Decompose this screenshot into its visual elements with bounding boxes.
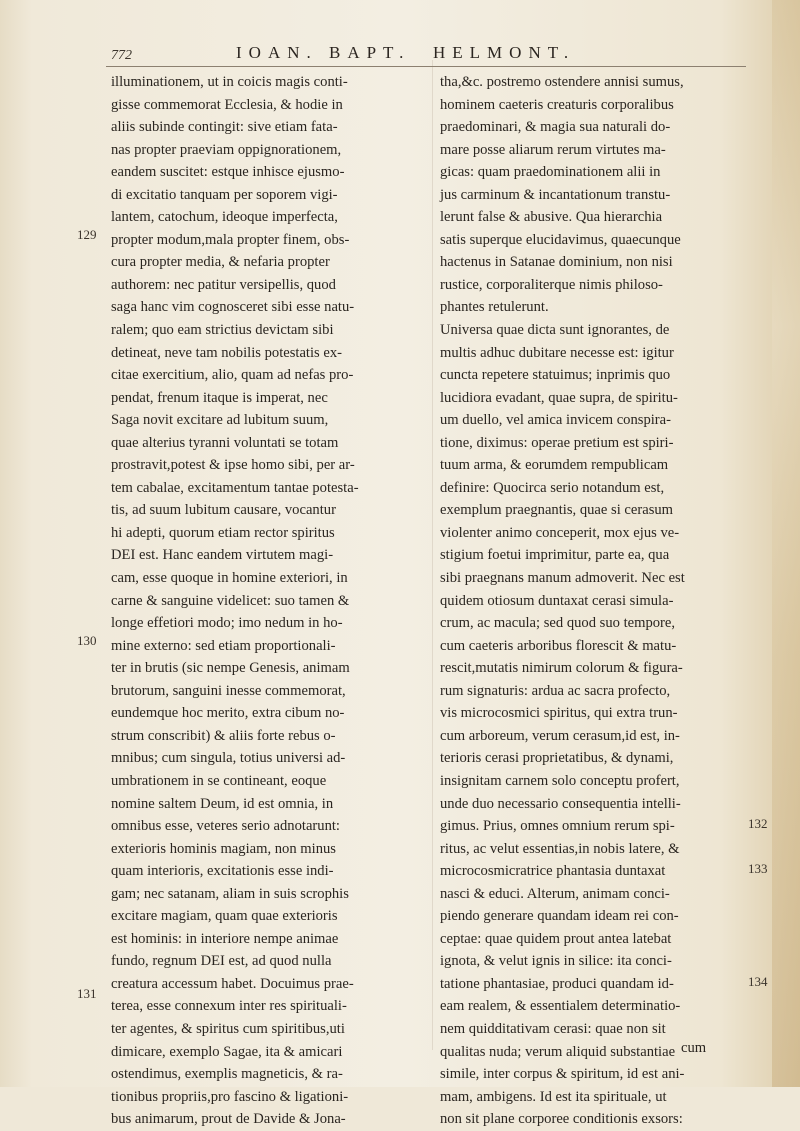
text-line: jus carminum & incantationum transtu- [440, 186, 671, 203]
text-line: quidem otiosum duntaxat cerasi simula- [440, 592, 674, 609]
text-line: tuum arma, & eorumdem rempublicam [440, 457, 669, 474]
text-line: fundo, regnum DEI est, ad quod nulla [111, 953, 332, 970]
text-line: gimus. Prius, omnes omnium rerum spi- [440, 818, 675, 835]
text-line: citae exercitium, alio, quam ad nefas pro- [111, 367, 354, 384]
text-line: cura propter media, & nefaria propter [111, 254, 330, 271]
text-line: detineat, neve tam nobilis potestatis ex- [111, 344, 343, 361]
text-line: tionibus propriis,pro fascino & ligationi- [111, 1088, 349, 1105]
margin-number-129: 129 [77, 227, 97, 242]
text-line: vis microcosmici spiritus, qui extra trun- [440, 705, 678, 722]
text-line: satis superque elucidavimus, quaecunque [440, 231, 681, 248]
text-line: ralem; quo eam strictius devictam sibi [111, 322, 334, 339]
text-line: gicas: quam praedominationem alii in [440, 164, 661, 181]
running-head-right: HELMONT. [433, 43, 576, 62]
text-line: mare posse aliarum rerum virtutes ma- [440, 141, 666, 158]
text-line: mam, ambigens. Id est ita spirituale, ut [440, 1088, 667, 1105]
text-line: ignota, & velut ignis in silice: ita conci- [440, 953, 672, 970]
text-line: eam realem, & essentialem determinatio- [440, 998, 681, 1015]
text-line: illuminationem, ut in coicis magis conti- [111, 74, 348, 90]
column-gutter [432, 60, 433, 1050]
text-line: dimicare, exemplo Sagae, ita & amicari [111, 1043, 343, 1060]
text-line: crum, ac macula; sed quod suo tempore, [440, 615, 676, 632]
text-line: nomine saltem Deum, id est omnia, in [111, 795, 334, 812]
text-line: insignitam carnem solo conceptu profert, [440, 772, 680, 789]
text-line: sibi praegnans manum admoverit. Nec est [440, 570, 685, 587]
margin-number-130: 130 [77, 633, 97, 648]
text-line: praedominari, & magia sua naturali do- [440, 119, 671, 136]
header-rule [106, 66, 746, 67]
text-line: pendat, frenum itaque is imperat, nec [111, 389, 328, 406]
text-line: phantes retulerunt. [440, 299, 549, 316]
text-line: mine externo: sed etiam proportionali- [111, 637, 336, 654]
page-edge-stain [772, 0, 800, 1087]
text-line: bus animarum, prout de Davide & Jona- [111, 1111, 346, 1128]
text-line: longe effetiori modo; imo nedum in ho- [111, 615, 343, 632]
page-number: 772 [111, 48, 132, 63]
text-line: definire: Quocirca serio notandum est, [440, 479, 665, 496]
text-line: creatura accessum habet. Docuimus prae- [111, 975, 354, 992]
text-line: terioris cerasi proprietatibus, & dynami, [440, 750, 674, 767]
text-line: nasci & educi. Alterum, animam conci- [440, 885, 670, 902]
text-line: quam interioris, excitationis esse indi- [111, 863, 334, 880]
text-line: exterioris hominis magiam, non minus [111, 840, 336, 857]
text-line: multis adhuc dubitare necesse est: igitur [440, 344, 674, 361]
text-line: ostendimus, exemplis magneticis, & ra- [111, 1066, 343, 1083]
text-line: cum caeteris arboribus florescit & matu- [440, 637, 677, 654]
text-line: rescit,mutatis nimirum colorum & figura- [440, 660, 683, 677]
text-line: ter in brutis (sic nempe Genesis, animam [111, 660, 350, 677]
text-line: terea, esse connexum inter res spirituali- [111, 998, 347, 1015]
text-line: exemplum praegnantis, quae si cerasum [440, 502, 674, 519]
text-line: um duello, vel amica invicem conspira- [440, 412, 671, 429]
text-line: microcosmicratrice phantasia duntaxat [440, 863, 666, 880]
catchword: cum [681, 1040, 707, 1056]
text-line: qualitas nuda; verum aliquid substantiae [440, 1043, 676, 1060]
text-line: lantem, catochum, ideoque imperfecta, [111, 209, 338, 226]
text-line: non sit plane corporee conditionis exsors: [440, 1111, 683, 1128]
right-text-column [440, 71, 742, 1131]
text-line: strum conscribit) & aliis forte rebus o- [111, 727, 336, 744]
text-line: ritus, ac velut essentias,in nobis latere, & [440, 840, 680, 857]
text-line: mnibus; cum singula, totius universi ad- [111, 750, 346, 767]
text-line: nem quidditativam cerasi: quae non sit [440, 1020, 666, 1037]
text-line: simile, inter corpus & spiritum, id est ani- [440, 1066, 685, 1083]
text-line: cam, esse quoque in homine exteriori, in [111, 570, 348, 587]
text-line: Universa quae dicta sunt ignorantes, de [440, 322, 670, 339]
text-line: est hominis: in interiore nempe animae [111, 930, 339, 947]
text-line: tem cabalae, excitamentum tantae potesta- [111, 479, 359, 496]
text-line: authorem: nec patitur versipellis, quod [111, 276, 336, 293]
margin-number-131: 131 [77, 986, 97, 1001]
text-line: umbrationem in se contineant, eoque [111, 772, 327, 789]
text-line: hominem caeteris creaturis corporalibus [440, 96, 674, 113]
running-head-left: IOAN. BAPT. [236, 43, 411, 62]
text-line: tione, diximus: operae pretium est spiri- [440, 434, 674, 451]
text-line: gam; nec satanam, aliam in suis scrophis [111, 885, 349, 902]
margin-number-132: 132 [748, 816, 768, 831]
text-line: propter modum,mala propter finem, obs- [111, 231, 350, 248]
text-line: eundemque hoc merito, extra cibum no- [111, 705, 345, 722]
text-line: lerunt false & abusive. Qua hierarchia [440, 209, 663, 226]
text-line: piendo generare quandam ideam rei con- [440, 908, 679, 925]
text-line: unde duo necessario consequentia intelli- [440, 795, 681, 812]
text-line: ceptae: quae quidem prout antea latebat [440, 930, 672, 947]
text-line: gisse commemorat Ecclesia, & hodie in [111, 96, 343, 113]
text-line: tha,&c. postremo ostendere annisi sumus, [440, 74, 684, 90]
text-line: ter agentes, & spiritus cum spiritibus,uti [111, 1020, 345, 1037]
text-line: stigium foetui imprimitur, parte ea, qua [440, 547, 670, 564]
text-line: aliis subinde contingit: sive etiam fata- [111, 119, 338, 136]
text-line: omnibus esse, veteres serio adnotarunt: [111, 818, 340, 835]
text-line: lucidiora evadant, quae supra, de spiritu- [440, 389, 678, 406]
text-line: nas propter praeviam oppignorationem, [111, 141, 342, 158]
text-line: di excitatio tanquam per soporem vigi- [111, 186, 338, 203]
text-line: cuncta repetere statuimus; inprimis quo [440, 367, 671, 384]
text-line: DEI est. Hanc eandem virtutem magi- [111, 547, 334, 564]
text-line: rum signaturis: ardua ac sacra profecto, [440, 682, 671, 699]
text-line: rustice, corporaliterque nimis philoso- [440, 276, 663, 293]
text-line: excitare magiam, quam quae exterioris [111, 908, 338, 925]
margin-number-133: 133 [748, 861, 768, 876]
text-line: hi adepti, quorum etiam rector spiritus [111, 524, 335, 541]
text-line: brutorum, sanguini inesse commemorat, [111, 682, 346, 699]
text-line: prostravit,potest & ipse homo sibi, per ar- [111, 457, 355, 474]
text-line: eandem suscitet: estque inhisce ejusmo- [111, 164, 345, 181]
margin-number-134: 134 [748, 974, 768, 989]
text-line: cum arboreum, verum cerasum,id est, in- [440, 727, 680, 744]
text-line: tatione phantasiae, produci quandam id- [440, 975, 674, 992]
text-line: hactenus in Satanae dominium, non nisi [440, 254, 673, 271]
left-text-column [111, 71, 429, 1131]
text-line: carne & sanguine videlicet: suo tamen & [111, 592, 350, 609]
text-line: quae alterius tyranni voluntati se totam [111, 434, 339, 451]
text-line: Saga novit excitare ad lubitum suum, [111, 412, 329, 429]
text-line: saga hanc vim cognosceret sibi esse natu- [111, 299, 355, 316]
text-line: tis, ad suum lubitum causare, vocantur [111, 502, 336, 519]
text-line: violenter animo conceperit, mox ejus ve- [440, 524, 680, 541]
